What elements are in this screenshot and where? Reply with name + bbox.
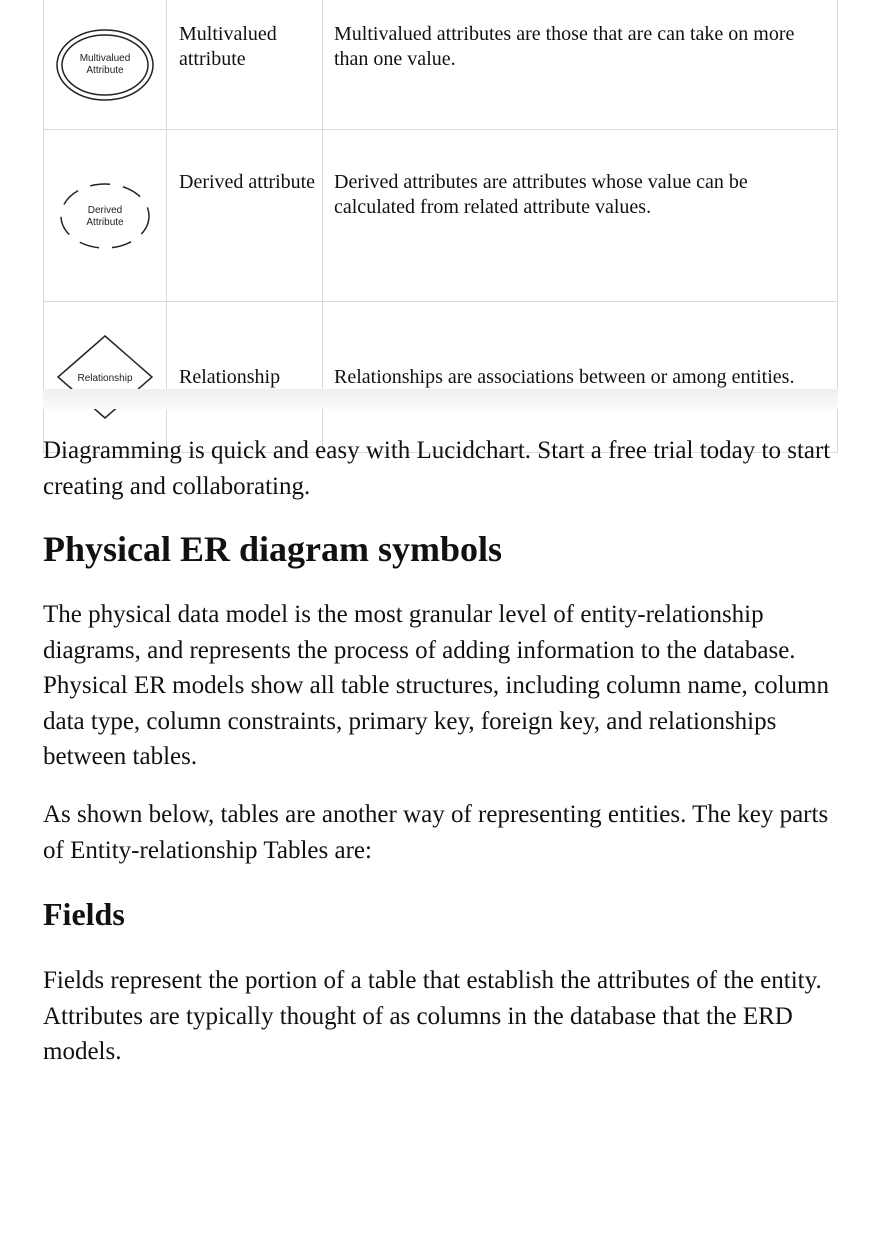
symbol-name: Relationship [167,302,323,453]
multivalued-attribute-icon [53,27,157,103]
table-row [44,130,838,302]
symbol-cell [44,0,167,130]
symbol-label: Attribute [86,216,124,228]
lucidchart-trial-link[interactable]: Diagramming is quick and easy with Lucidchart. Start a free trial today to start creating and collaborating. [43,437,831,500]
symbol-label: Multivalued [79,52,131,64]
body-paragraph: The physical data model is the most granular level of entity-relationship diagrams, and represents the process of adding information to the database. Physical ER models show all table structures, including column name, column data type, column constraints, primary key, foreign key, and relationships between tables. [43,601,829,770]
symbol-description: Relationships are associations between or among entities. [323,302,838,453]
subsection-heading: Fields [43,896,125,932]
er-symbol-table [43,0,838,453]
symbol-description: Derived attributes are attributes whose value can be calculated from related attribute values. [323,130,838,302]
symbol-cell [44,302,167,453]
symbol-cell [44,130,167,302]
symbol-label: Derived [87,204,123,216]
derived-attribute-icon [55,178,155,254]
table-row [44,0,838,130]
symbol-name: Multivalued attribute [167,0,323,130]
cta-paragraph [43,433,838,504]
body-paragraph: As shown below, tables are another way of representing entities. The key parts of Entity-relationship Tables are: [43,801,829,864]
symbol-label: Attribute [86,64,124,76]
symbol-description: Multivalued attributes are those that are can take on more than one value. [323,0,838,130]
table-scroll-shadow [43,389,838,409]
body-paragraph: Fields represent the portion of a table that establish the attributes of the entity. Attributes are typically thought of as columns in the database that the ERD models. [43,967,822,1065]
symbol-label: Relationship [77,373,133,384]
table-row [44,302,838,453]
symbol-name: Derived attribute [167,130,323,302]
section-heading: Physical ER diagram symbols [43,529,503,569]
